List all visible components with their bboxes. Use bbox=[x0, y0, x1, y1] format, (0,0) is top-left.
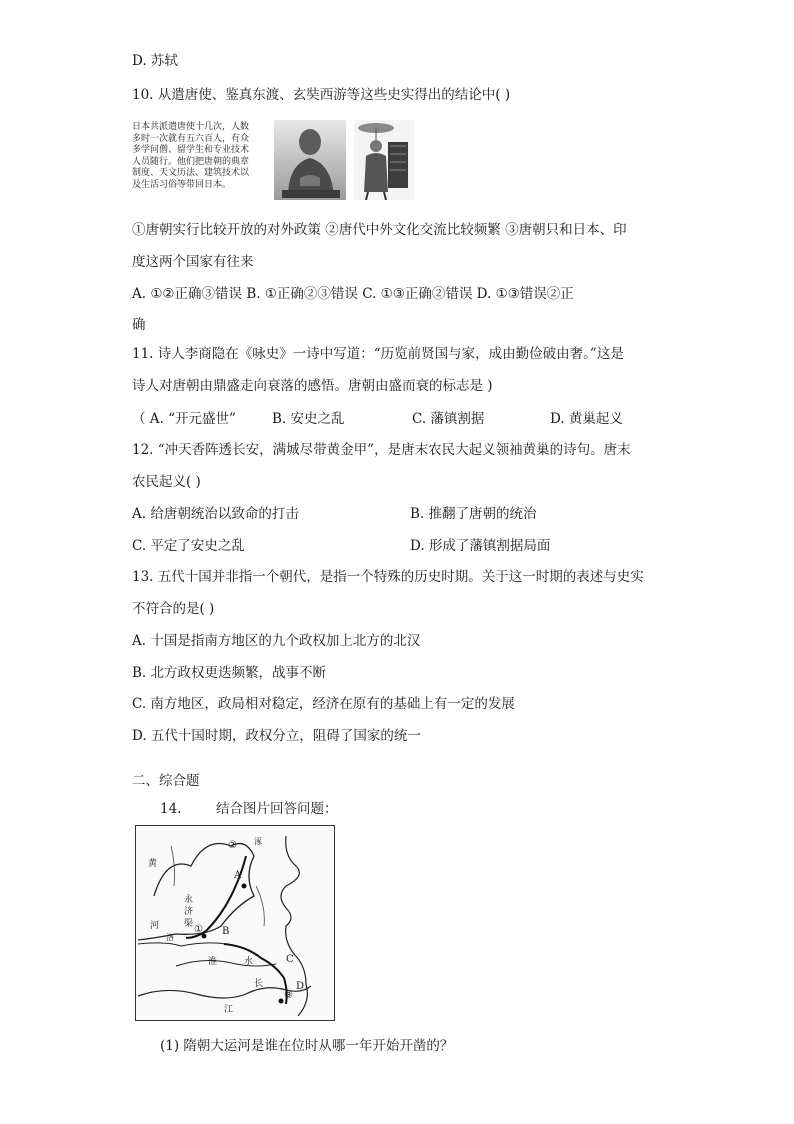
q11-option-a: （ A. “开元盛世” bbox=[132, 411, 236, 427]
map-label: A bbox=[234, 870, 242, 881]
jianzhen-statue-image bbox=[274, 120, 346, 200]
q13-option-a: A. 十国是指南方地区的九个政权加上北方的北汉 bbox=[132, 633, 421, 649]
map-label: ③ bbox=[284, 990, 293, 1001]
q14-number: 14. bbox=[160, 801, 182, 817]
q10-statements-line2: 度这两个国家有往来 bbox=[132, 254, 254, 270]
q13-option-d: D. 五代十国时期，政权分立，阻碍了国家的统一 bbox=[132, 728, 421, 744]
map-label: 涿 bbox=[254, 837, 262, 846]
map-drawing bbox=[136, 826, 334, 1020]
city-dot bbox=[242, 884, 247, 889]
section-title: 二、综合题 bbox=[132, 773, 200, 789]
q10-stem: 10. 从遣唐使、鉴真东渡、玄奘西游等这些史实得出的结论中( ) bbox=[132, 87, 511, 103]
q11-stem-line2: 诗人对唐朝由鼎盛走向衰落的感悟。唐朝由盛而衰的标志是 ) bbox=[132, 378, 493, 394]
map-label: 水 bbox=[244, 957, 254, 967]
map-label: 渠 bbox=[184, 919, 194, 929]
q10-figure bbox=[132, 120, 414, 200]
q12-option-d: D. 形成了藩镇割据局面 bbox=[410, 538, 551, 554]
q10-options-line1: A. ①②正确③错误 B. ①正确②③错误 C. ①③正确②错误 D. ①③错误②正 bbox=[132, 286, 574, 302]
q13-stem-line2: 不符合的是( ) bbox=[132, 601, 215, 617]
map-label: 河 bbox=[150, 921, 160, 931]
grand-canal-map bbox=[135, 825, 335, 1021]
city-dot bbox=[279, 999, 284, 1004]
q11-option-d: D. 黄巢起义 bbox=[550, 411, 623, 427]
map-label: 淮 bbox=[208, 957, 218, 967]
map-label: B bbox=[222, 926, 230, 937]
map-label: D bbox=[296, 981, 305, 992]
q13-stem-line1: 13. 五代十国并非指一个朝代，是指一个特殊的历史时期。关于这一时期的表述与史实 bbox=[132, 569, 644, 585]
map-label: ① bbox=[194, 924, 203, 935]
q13-option-c: C. 南方地区，政局相对稳定，经济在原有的基础上有一定的发展 bbox=[132, 696, 515, 712]
q14-stem: 结合图片回答问题： bbox=[216, 801, 338, 817]
map-label: 江 bbox=[224, 1005, 234, 1015]
q11-option-c: C. 藩镇割据 bbox=[412, 411, 485, 427]
map-label: 黄 bbox=[148, 859, 158, 869]
q10-statements-line1: ①唐朝实行比较开放的对外政策 ②唐代中外文化交流比较频繁 ③唐朝只和日本、印 bbox=[132, 222, 627, 238]
map-label: 长 bbox=[254, 979, 264, 989]
xuanzang-image bbox=[354, 120, 414, 200]
q12-option-c: C. 平定了安史之乱 bbox=[132, 538, 245, 554]
q10-figure-text: 日本共派遣唐使十几次，人数 多时一次就有五六百人，有众 多学问僧、留学生和专业技术 人员随行。他们把唐朝的典章 制度、天文历法、建筑技术以 及生活习俗等带回日本。 bbox=[132, 122, 250, 190]
q12-stem-line2: 农民起义( ) bbox=[132, 474, 201, 490]
q12-option-b: B. 推翻了唐朝的统治 bbox=[410, 506, 537, 522]
map-label: C bbox=[286, 954, 294, 965]
map-label: ② bbox=[228, 840, 237, 851]
q13-option-b: B. 北方政权更迭频繁，战事不断 bbox=[132, 665, 327, 681]
q11-option-b: B. 安史之乱 bbox=[272, 411, 345, 427]
map-label: 济 bbox=[184, 907, 194, 917]
map-label: 洛 bbox=[166, 933, 174, 942]
q9-option-d: D. 苏轼 bbox=[132, 53, 178, 69]
map-label: 永 bbox=[184, 895, 194, 905]
q10-options-line2: 确 bbox=[132, 317, 146, 333]
q12-option-a: A. 给唐朝统治以致命的打击 bbox=[132, 506, 299, 522]
q11-stem-line1: 11. 诗人李商隐在《咏史》一诗中写道：“历览前贤国与家，成由勤俭破由奢。”这是 bbox=[132, 346, 624, 362]
q12-stem-line1: 12. “冲天香阵透长安，满城尽带黄金甲”，是唐末农民大起义领袖黄巢的诗句。唐末 bbox=[132, 442, 631, 458]
q14-subquestion-1: (1) 隋朝大运河是谁在位时从哪一年开始开凿的？ bbox=[160, 1038, 454, 1054]
